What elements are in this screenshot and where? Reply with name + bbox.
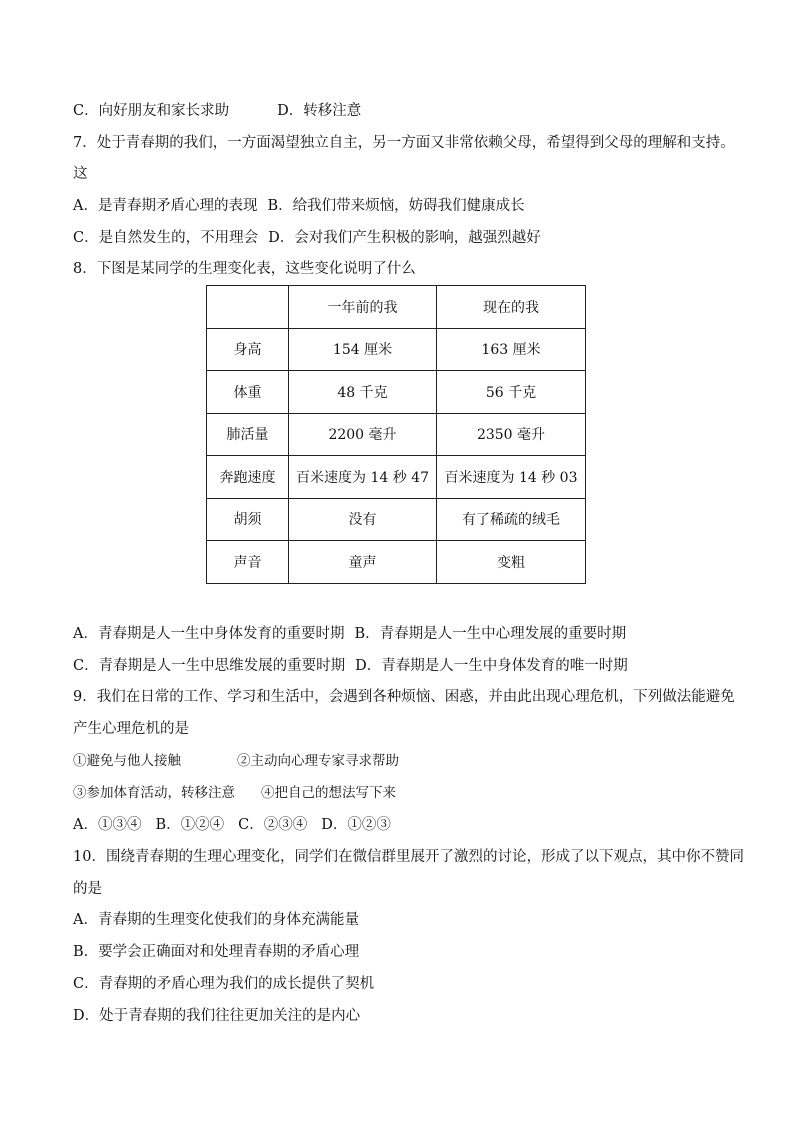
table-cell: 体重 <box>207 371 289 414</box>
q9-statements-34 <box>73 783 396 803</box>
table-cell: 胡须 <box>207 498 289 541</box>
table-cell: 2200 毫升 <box>289 413 437 456</box>
q8-option-d: D．青春期是人一生中身体发育的唯一时期 <box>355 658 628 674</box>
q8-options-cd <box>73 656 628 676</box>
table-cell: 声音 <box>207 541 289 584</box>
table-cell: 奔跑速度 <box>207 456 289 499</box>
table-row <box>207 371 586 414</box>
q8-option-c: C．青春期是人一生中思维发展的重要时期 <box>73 658 346 674</box>
q6-options-cd <box>73 101 361 121</box>
q6-option-c: C．向好朋友和家长求助 <box>73 103 230 119</box>
table-header-row <box>207 286 586 329</box>
q10-option-d: D．处于青春期的我们往往更加关注的是内心 <box>73 1008 361 1024</box>
table-cell: 154 厘米 <box>289 328 437 371</box>
q9-option-c: C．②③④ <box>238 817 308 833</box>
q9-statement-2: ②主动向心理专家寻求帮助 <box>237 753 399 769</box>
q9-options <box>73 815 391 835</box>
table-cell: 163 厘米 <box>437 328 586 371</box>
q9-option-a: A．①③④ <box>73 817 142 833</box>
q9-statement-4: ④把自己的想法写下来 <box>261 785 396 801</box>
table-cell: 48 千克 <box>289 371 437 414</box>
q9-statement-3: ③参加体育活动，转移注意 <box>73 785 235 801</box>
q9-statements-12 <box>73 751 399 771</box>
q8-stem: 8．下图是某同学的生理变化表，这些变化说明了什么 <box>73 261 416 277</box>
q10-option-c: C．青春期的矛盾心理为我们的成长提供了契机 <box>73 976 375 992</box>
table-header-cell: 现在的我 <box>437 286 586 329</box>
q7-option-b: B．给我们带来烦恼，妨碍我们健康成长 <box>267 198 525 214</box>
table-header-cell: 一年前的我 <box>289 286 437 329</box>
q9-option-b: B．①②④ <box>155 817 225 833</box>
q8-option-a: A．青春期是人一生中身体发育的重要时期 <box>73 626 345 642</box>
q6-option-d: D．转移注意 <box>277 103 362 119</box>
growth-table <box>206 285 586 584</box>
q10-option-b: B．要学会正确面对和处理青春期的矛盾心理 <box>73 944 360 960</box>
q7-option-c: C．是自然发生的，不用理会 <box>73 230 259 246</box>
table-cell: 没有 <box>289 498 437 541</box>
q7-stem: 7．处于青春期的我们，一方面渴望独立自主，另一方面又非常依赖父母，希望得到父母的理解和支持。 <box>73 135 735 151</box>
table-header-cell <box>207 286 289 329</box>
q10-option-a: A．青春期的生理变化使我们的身体充满能量 <box>73 912 359 928</box>
q9-stem: 9．我们在日常的工作、学习和生活中，会遇到各种烦恼、困惑，并由此出现心理危机，下列做法能避免 <box>73 689 735 705</box>
table-cell: 百米速度为 14 秒 03 <box>437 456 586 499</box>
table-cell: 有了稀疏的绒毛 <box>437 498 586 541</box>
table-row <box>207 456 586 499</box>
q9-stem-cont: 产生心理危机的是 <box>73 721 189 737</box>
table-cell: 变粗 <box>437 541 586 584</box>
table-cell: 百米速度为 14 秒 47 <box>289 456 437 499</box>
table-cell: 童声 <box>289 541 437 584</box>
q7-options-cd <box>73 228 541 248</box>
table-row <box>207 413 586 456</box>
q10-stem-cont: 的是 <box>73 881 102 897</box>
table-cell: 56 千克 <box>437 371 586 414</box>
table-row <box>207 328 586 371</box>
q9-option-d: D．①②③ <box>321 817 391 833</box>
q9-statement-1: ①避免与他人接触 <box>73 753 181 769</box>
q7-stem-cont: 这 <box>73 166 88 182</box>
q7-option-a: A．是青春期矛盾心理的表现 <box>73 198 258 214</box>
q7-option-d: D．会对我们产生积极的影响，越强烈越好 <box>268 230 541 246</box>
q8-option-b: B．青春期是人一生中心理发展的重要时期 <box>354 626 627 642</box>
q10-stem: 10．围绕青春期的生理心理变化，同学们在微信群里展开了激烈的讨论，形成了以下观点，其中你不赞同 <box>73 849 744 865</box>
q7-options-ab <box>73 196 525 216</box>
table-row <box>207 498 586 541</box>
q8-options-ab <box>73 624 626 644</box>
table-cell: 2350 毫升 <box>437 413 586 456</box>
table-cell: 肺活量 <box>207 413 289 456</box>
table-cell: 身高 <box>207 328 289 371</box>
table-row <box>207 541 586 584</box>
